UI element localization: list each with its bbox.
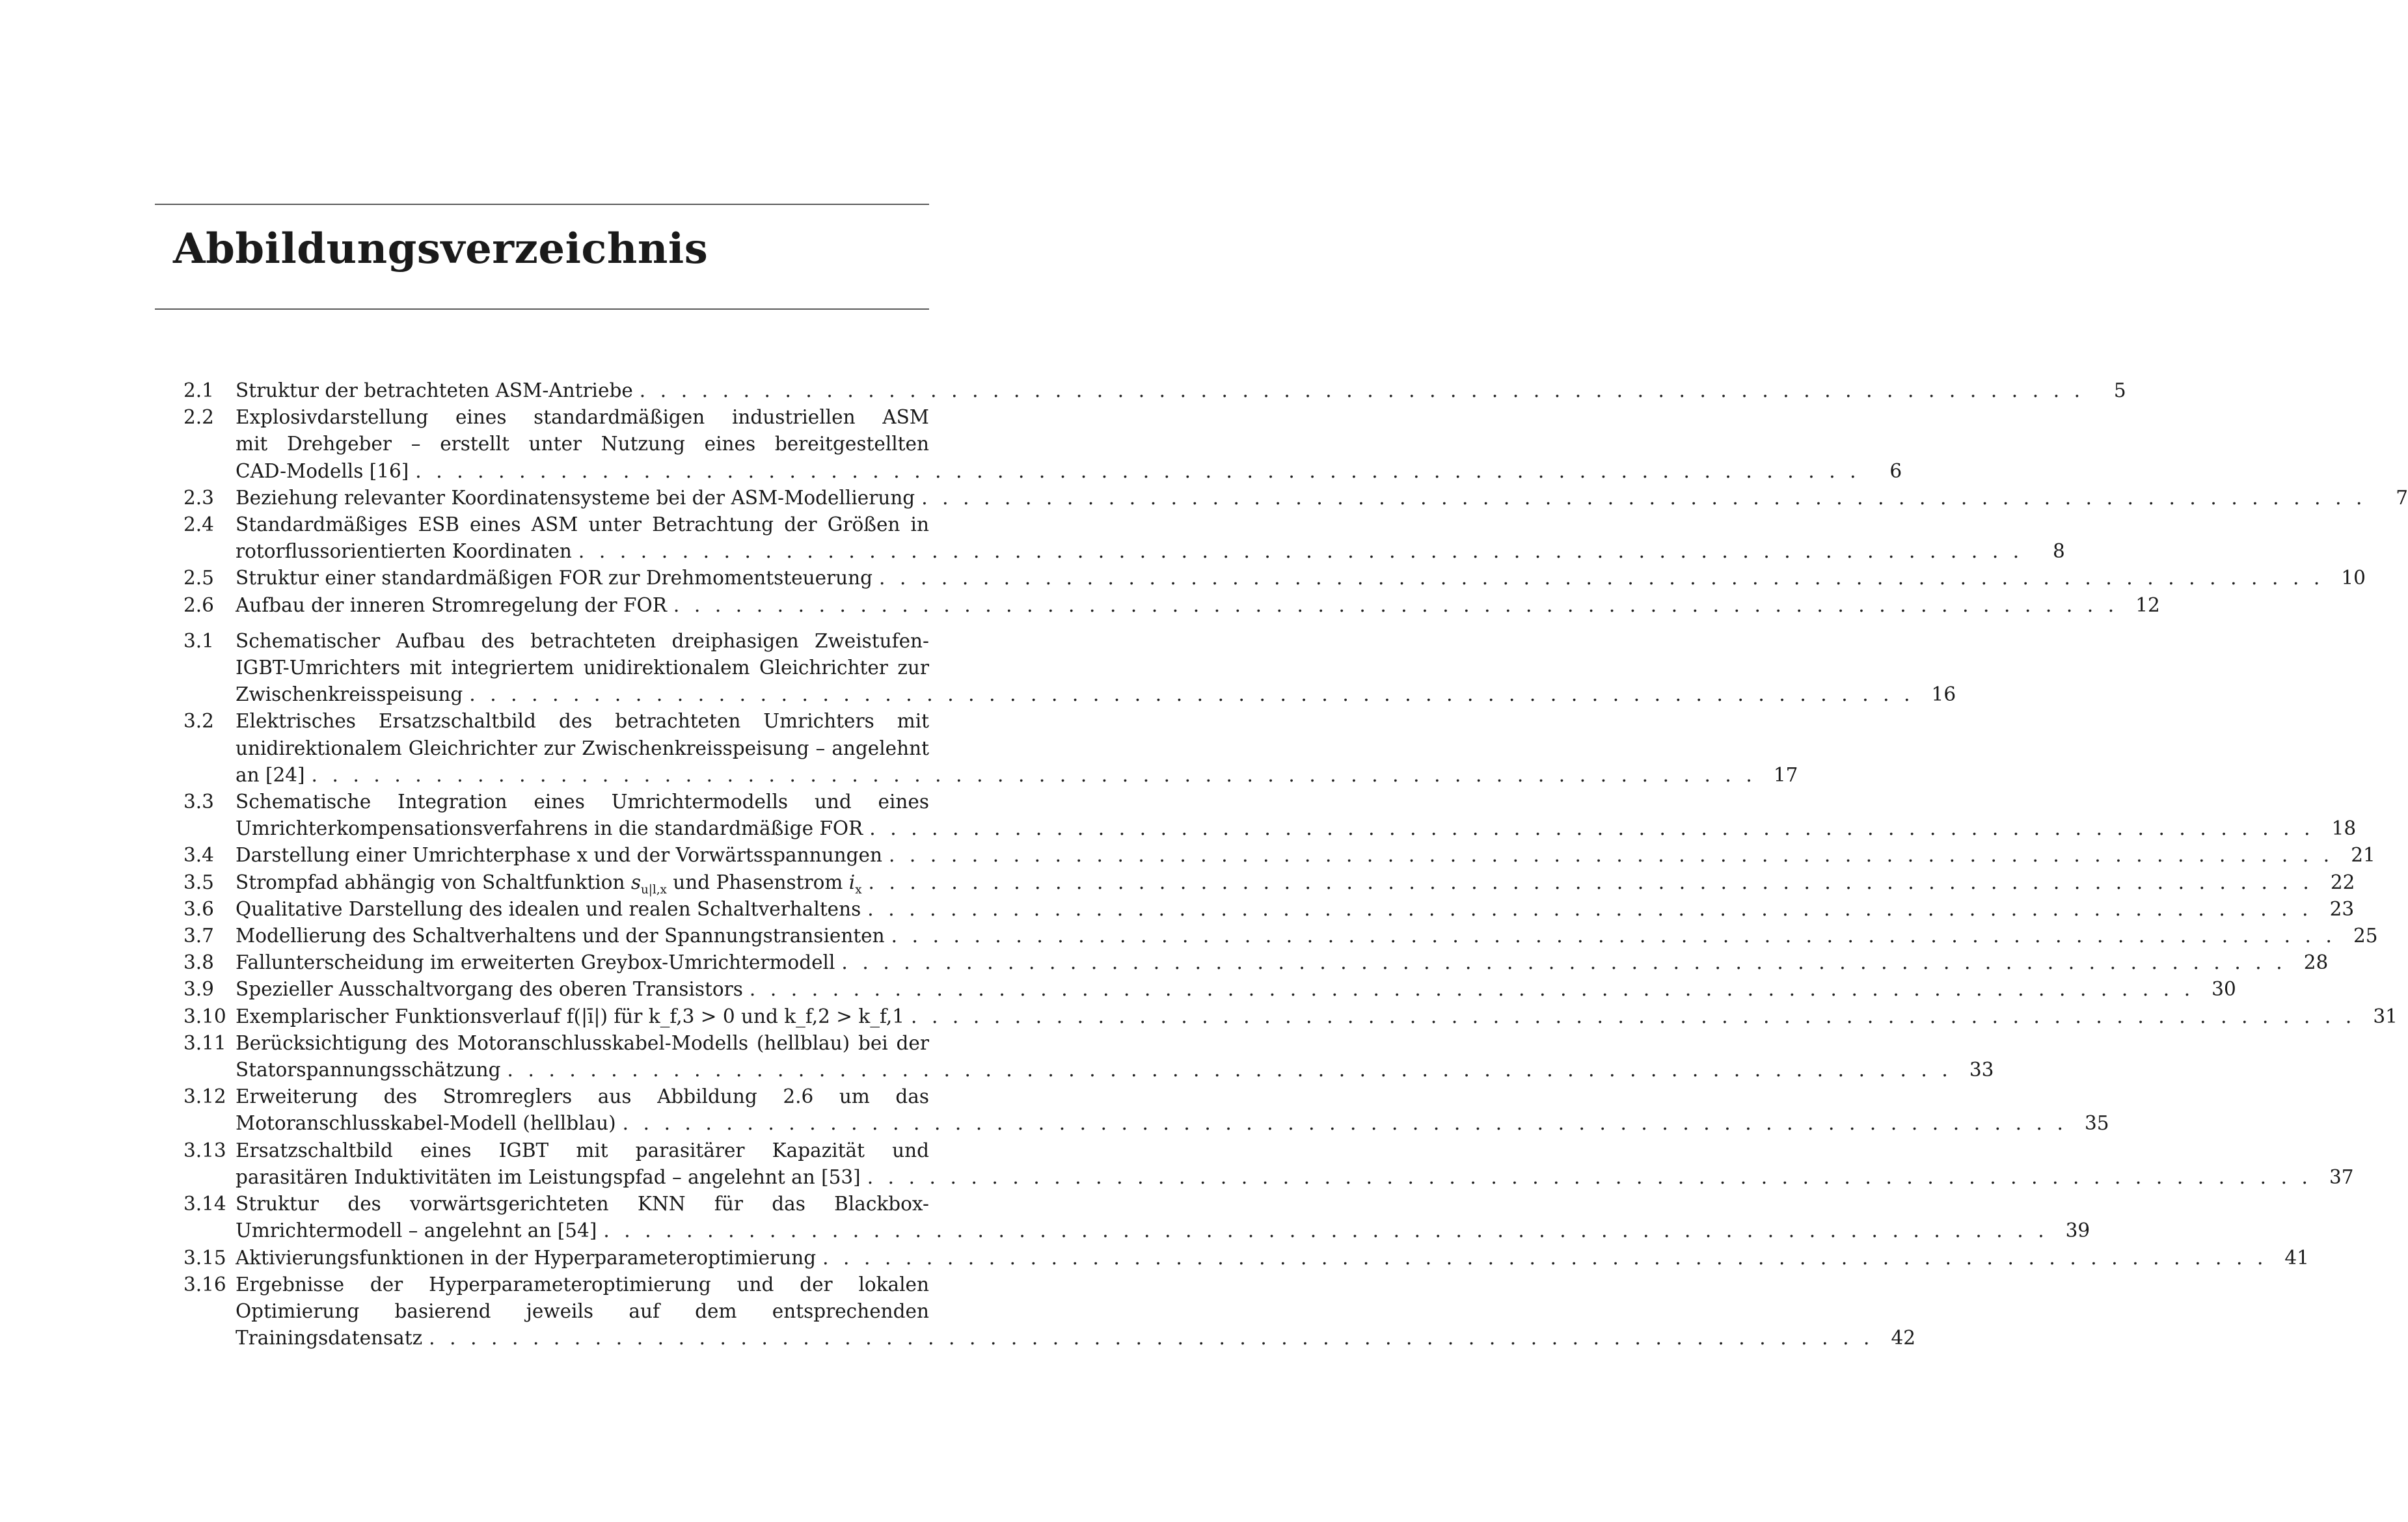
figure-number: 2.3 bbox=[183, 486, 214, 509]
figure-caption bbox=[236, 592, 2160, 619]
figure-entry[interactable] bbox=[183, 511, 2065, 565]
caption-last-line bbox=[236, 681, 1956, 708]
caption-last-line bbox=[236, 592, 2160, 619]
figure-entry[interactable] bbox=[183, 869, 2355, 897]
figure-number: 3.10 bbox=[183, 1005, 226, 1027]
figure-caption bbox=[236, 1003, 2398, 1030]
caption-text: Struktur der betrachteten ASM-Antriebe bbox=[236, 379, 633, 401]
figure-caption bbox=[236, 789, 2357, 842]
figure-entry[interactable] bbox=[183, 923, 2378, 949]
math-subscript: u|l,x bbox=[640, 882, 667, 897]
dot-leader: . . . . . . . . . . . . . . . . . . . . . . . . . . . . . . . . . . . . . . . . . . . . . . . . . . . . . . . . . . . . . . . . . . . . . . bbox=[891, 925, 2336, 947]
figure-number: 3.4 bbox=[183, 844, 214, 867]
figure-number: 3.3 bbox=[183, 791, 214, 813]
caption-text: Umrichtermodell – angelehnt an [54] bbox=[236, 1219, 597, 1242]
figure-number: 3.5 bbox=[183, 871, 214, 893]
figure-entry[interactable] bbox=[183, 1083, 2109, 1137]
figure-number: 2.6 bbox=[183, 593, 214, 616]
dot-leader: . . . . . . . . . . . . . . . . . . . . . . . . . . . . . . . . . . . . . . . . . . . . . . . . . . . . . . . . . . . . . . . . . . . . . . bbox=[841, 951, 2287, 974]
caption-text: Strompfad abhängig von Schaltfunktion $s_{u|l,x}$ und Phasenstrom $i_x$ bbox=[236, 871, 862, 897]
figure-caption bbox=[236, 923, 2378, 949]
figure-number: 3.9 bbox=[183, 978, 214, 1001]
figure-entry[interactable] bbox=[183, 708, 1798, 789]
figure-entry[interactable] bbox=[183, 1137, 2354, 1191]
caption-text: CAD-Modells [16] bbox=[236, 459, 409, 482]
dot-leader: . . . . . . . . . . . . . . . . . . . . . . . . . . . . . . . . . . . . . . . . . . . . . . . . . . . . . . . . . . . . . . . . . . . . . . bbox=[879, 567, 2324, 590]
chapter-3-figures bbox=[183, 628, 2398, 1352]
caption-last-line bbox=[236, 538, 2065, 565]
figure-number: 3.11 bbox=[183, 1031, 226, 1054]
dot-leader: . . . . . . . . . . . . . . . . . . . . . . . . . . . . . . . . . . . . . . . . . . . . . . . . . . . . . . . . . . . . . . . . . . . . . . bbox=[673, 593, 2118, 616]
dot-leader: . . . . . . . . . . . . . . . . . . . . . . . . . . . . . . . . . . . . . . . . . . . . . . . . . . . . . . . . . . . . . . . . . . . . . . bbox=[415, 459, 1861, 482]
page-number[interactable]: 7 bbox=[2396, 486, 2408, 509]
dot-leader: . . . . . . . . . . . . . . . . . . . . . . . . . . . . . . . . . . . . . . . . . . . . . . . . . . . . . . . . . . . . . . . . . . . . . . bbox=[622, 1112, 2068, 1135]
bottom-rule bbox=[155, 308, 929, 310]
figure-caption bbox=[236, 1245, 2309, 1271]
page-number[interactable]: 25 bbox=[2353, 925, 2378, 947]
figure-entry[interactable] bbox=[183, 842, 2375, 869]
page-number[interactable]: 33 bbox=[1969, 1059, 1994, 1081]
figure-number: 3.13 bbox=[183, 1139, 226, 1162]
figure-entry[interactable] bbox=[183, 565, 2366, 591]
caption-last-line bbox=[236, 485, 2408, 511]
dot-leader: . . . . . . . . . . . . . . . . . . . . . . . . . . . . . . . . . . . . . . . . . . . . . . . . . . . . . . . . . . . . . . . . . . . . . . bbox=[429, 1327, 1874, 1350]
dot-leader: . . . . . . . . . . . . . . . . . . . . . . . . . . . . . . . . . . . . . . . . . . . . . . . . . . . . . . . . . . . . . . . . . . . . . . bbox=[911, 1005, 2356, 1027]
figure-number: 2.4 bbox=[183, 513, 214, 536]
page-number[interactable]: 31 bbox=[2373, 1005, 2398, 1027]
dot-leader: . . . . . . . . . . . . . . . . . . . . . . . . . . . . . . . . . . . . . . . . . . . . . . . . . . . . . . . . . . . . . . . . . . . . . . bbox=[921, 486, 2367, 509]
page-number[interactable]: 18 bbox=[2331, 817, 2357, 840]
figure-number: 3.6 bbox=[183, 897, 214, 920]
dot-leader: . . . . . . . . . . . . . . . . . . . . . . . . . . . . . . . . . . . . . . . . . . . . . . . . . . . . . . . . . . . . . . . . . . . . . . bbox=[639, 379, 2085, 401]
dot-leader: . . . . . . . . . . . . . . . . . . . . . . . . . . . . . . . . . . . . . . . . . . . . . . . . . . . . . . . . . . . . . . . . . . . . . . bbox=[749, 978, 2195, 1001]
caption-text: Fallunterscheidung im erweiterten Greybox-Umrichtermodell bbox=[236, 951, 835, 974]
caption-line: Schematische Integration eines Umrichtermodells und eines bbox=[236, 791, 929, 813]
caption-line: Berücksichtigung des Motoranschlusskabel-Modells (hellblau) bei der bbox=[236, 1031, 929, 1054]
caption-text: Darstellung einer Umrichterphase x und der Vorwärtsspannungen bbox=[236, 844, 882, 867]
math-subscript: x bbox=[855, 882, 862, 897]
caption-text: Trainingsdatensatz bbox=[236, 1327, 423, 1350]
page-number[interactable]: 35 bbox=[2084, 1112, 2109, 1135]
caption-line: IGBT-Umrichters mit integriertem unidirektionalem Gleichrichter zur bbox=[236, 657, 929, 679]
caption-line: Explosivdarstellung eines standardmäßigen industriellen ASM bbox=[236, 406, 929, 429]
figure-entry[interactable] bbox=[183, 949, 2329, 976]
caption-last-line bbox=[236, 1164, 2354, 1191]
dot-leader: . . . . . . . . . . . . . . . . . . . . . . . . . . . . . . . . . . . . . . . . . . . . . . . . . . . . . . . . . . . . . . . . . . . . . . bbox=[603, 1219, 2049, 1242]
dot-leader: . . . . . . . . . . . . . . . . . . . . . . . . . . . . . . . . . . . . . . . . . . . . . . . . . . . . . . . . . . . . . . . . . . . . . . bbox=[869, 817, 2315, 840]
caption-text: Statorspannungsschätzung bbox=[236, 1059, 501, 1081]
figure-number: 3.8 bbox=[183, 951, 214, 974]
figure-caption bbox=[236, 565, 2366, 591]
caption-text: Aufbau der inneren Stromregelung der FOR bbox=[236, 593, 667, 616]
page-number[interactable]: 23 bbox=[2329, 897, 2355, 920]
caption-text: an [24] bbox=[236, 763, 305, 786]
caption-last-line bbox=[236, 896, 2355, 923]
figure-caption bbox=[236, 404, 1902, 485]
caption-line: unidirektionalem Gleichrichter zur Zwischenkreisspeisung – angelehnt bbox=[236, 737, 929, 759]
caption-last-line bbox=[236, 1325, 1916, 1352]
figure-number: 2.2 bbox=[183, 406, 214, 429]
page-title: Abbildungsverzeichnis bbox=[173, 224, 709, 273]
caption-last-line bbox=[236, 976, 2236, 1003]
caption-last-line bbox=[236, 815, 2357, 842]
dot-leader: . . . . . . . . . . . . . . . . . . . . . . . . . . . . . . . . . . . . . . . . . . . . . . . . . . . . . . . . . . . . . . . . . . . . . . bbox=[867, 897, 2313, 920]
caption-line: Optimierung basierend jeweils auf dem entsprechenden bbox=[236, 1299, 929, 1322]
page-number[interactable]: 22 bbox=[2330, 871, 2355, 893]
figure-entry[interactable] bbox=[183, 485, 2408, 511]
page-number[interactable]: 21 bbox=[2351, 844, 2375, 867]
dot-leader: . . . . . . . . . . . . . . . . . . . . . . . . . . . . . . . . . . . . . . . . . . . . . . . . . . . . . . . . . . . . . . . . . . . . . . bbox=[868, 871, 2314, 893]
figure-entry[interactable] bbox=[183, 789, 2357, 842]
caption-text: rotorflussorientierten Koordinaten bbox=[236, 540, 572, 563]
caption-line: Elektrisches Ersatzschaltbild des betrachteten Umrichters mit bbox=[236, 710, 929, 733]
figure-caption bbox=[236, 976, 2236, 1003]
caption-line: Struktur des vorwärtsgerichteten KNN für das Blackbox- bbox=[236, 1193, 929, 1216]
figure-number: 2.1 bbox=[183, 379, 214, 401]
figure-caption bbox=[236, 1271, 1916, 1352]
figure-entry[interactable] bbox=[183, 976, 2236, 1003]
figure-caption bbox=[236, 628, 1956, 709]
figure-entry[interactable] bbox=[183, 1271, 1916, 1352]
dot-leader: . . . . . . . . . . . . . . . . . . . . . . . . . . . . . . . . . . . . . . . . . . . . . . . . . . . . . . . . . . . . . . . . . . . . . . bbox=[507, 1059, 1953, 1081]
page-number[interactable]: 10 bbox=[2341, 567, 2366, 590]
dot-leader: . . . . . . . . . . . . . . . . . . . . . . . . . . . . . . . . . . . . . . . . . . . . . . . . . . . . . . . . . . . . . . . . . . . . . . bbox=[867, 1165, 2312, 1188]
figure-entry[interactable] bbox=[183, 1245, 2309, 1271]
page-number[interactable]: 6 bbox=[1889, 459, 1902, 482]
page-number[interactable]: 17 bbox=[1773, 763, 1798, 786]
chapter-2-figures bbox=[183, 377, 2408, 619]
figure-caption bbox=[236, 949, 2329, 976]
caption-line: Erweiterung des Stromreglers aus Abbildung 2.6 um das bbox=[236, 1085, 929, 1108]
figure-caption bbox=[236, 896, 2355, 923]
caption-text: Modellierung des Schaltverhaltens und der Spannungstransienten bbox=[236, 925, 885, 947]
page-number[interactable]: 8 bbox=[2052, 540, 2065, 563]
caption-text: Spezieller Ausschaltvorgang des oberen Transistors bbox=[236, 978, 743, 1001]
figure-caption bbox=[236, 869, 2355, 897]
caption-last-line bbox=[236, 949, 2329, 976]
caption-text: Umrichterkompensationsverfahrens in die standardmäßige FOR bbox=[236, 817, 863, 840]
page-number[interactable]: 39 bbox=[2065, 1219, 2090, 1242]
dot-leader: . . . . . . . . . . . . . . . . . . . . . . . . . . . . . . . . . . . . . . . . . . . . . . . . . . . . . . . . . . . . . . . . . . . . . . bbox=[469, 683, 1915, 706]
dot-leader: . . . . . . . . . . . . . . . . . . . . . . . . . . . . . . . . . . . . . . . . . . . . . . . . . . . . . . . . . . . . . . . . . . . . . . bbox=[578, 540, 2023, 563]
page-number[interactable]: 37 bbox=[2329, 1165, 2354, 1188]
page-number[interactable]: 5 bbox=[2113, 379, 2126, 401]
caption-text: Motoranschlusskabel-Modell (hellblau) bbox=[236, 1112, 616, 1135]
figure-caption bbox=[236, 511, 2065, 565]
figure-number: 2.5 bbox=[183, 567, 214, 590]
figure-caption bbox=[236, 1030, 1994, 1083]
figure-entry[interactable] bbox=[183, 377, 2126, 404]
figure-entry[interactable] bbox=[183, 404, 1902, 485]
figure-entry[interactable] bbox=[183, 628, 1956, 709]
figure-caption bbox=[236, 1137, 2354, 1191]
page-number[interactable]: 41 bbox=[2284, 1246, 2309, 1269]
caption-last-line bbox=[236, 869, 2355, 897]
page-number[interactable]: 12 bbox=[2135, 593, 2160, 616]
figure-caption bbox=[236, 708, 1798, 789]
dot-leader: . . . . . . . . . . . . . . . . . . . . . . . . . . . . . . . . . . . . . . . . . . . . . . . . . . . . . . . . . . . . . . . . . . . . . . bbox=[311, 763, 1757, 786]
caption-text: Exemplarischer Funktionsverlauf f(|ī|) für k_f,3 > 0 und k_f,2 > k_f,1 bbox=[236, 1005, 905, 1027]
caption-line: mit Drehgeber – erstellt unter Nutzung eines bereitgestellten bbox=[236, 433, 929, 455]
dot-leader: . . . . . . . . . . . . . . . . . . . . . . . . . . . . . . . . . . . . . . . . . . . . . . . . . . . . . . . . . . . . . . . . . . . . . . bbox=[888, 844, 2334, 867]
page-number[interactable]: 42 bbox=[1891, 1327, 1916, 1350]
page-number[interactable]: 30 bbox=[2212, 978, 2236, 1001]
figure-entry[interactable] bbox=[183, 592, 2160, 619]
math-symbol: i bbox=[848, 871, 856, 893]
caption-text: Struktur einer standardmäßigen FOR zur Drehmomentsteuerung bbox=[236, 567, 873, 590]
figure-entry[interactable] bbox=[183, 1003, 2398, 1030]
figure-number: 3.1 bbox=[183, 629, 214, 652]
figure-number: 3.15 bbox=[183, 1246, 226, 1269]
caption-last-line bbox=[236, 762, 1798, 789]
caption-text: Beziehung relevanter Koordinatensysteme bei der ASM-Modellierung bbox=[236, 486, 915, 509]
caption-last-line bbox=[236, 1245, 2309, 1271]
caption-last-line bbox=[236, 1003, 2398, 1030]
figure-entry[interactable] bbox=[183, 1030, 1994, 1083]
caption-last-line bbox=[236, 458, 1902, 485]
figure-number: 3.16 bbox=[183, 1273, 226, 1296]
figure-entry[interactable] bbox=[183, 896, 2355, 923]
figure-caption bbox=[236, 485, 2408, 511]
top-rule bbox=[155, 204, 929, 205]
math-symbol: s bbox=[630, 871, 641, 893]
caption-last-line bbox=[236, 377, 2126, 404]
caption-line: Schematischer Aufbau des betrachteten dreiphasigen Zweistufen- bbox=[236, 629, 929, 652]
caption-last-line bbox=[236, 1217, 2090, 1244]
caption-last-line bbox=[236, 565, 2366, 591]
caption-text: parasitären Induktivitäten im Leistungspfad – angelehnt an [53] bbox=[236, 1165, 861, 1188]
figure-list bbox=[183, 377, 2408, 1352]
caption-line: Ergebnisse der Hyperparameteroptimierung und der lokalen bbox=[236, 1273, 929, 1296]
caption-last-line bbox=[236, 1057, 1994, 1083]
page-number[interactable]: 16 bbox=[1931, 683, 1956, 706]
caption-line: Ersatzschaltbild eines IGBT mit parasitärer Kapazität und bbox=[236, 1139, 929, 1162]
figure-entry[interactable] bbox=[183, 1191, 2090, 1244]
dot-leader: . . . . . . . . . . . . . . . . . . . . . . . . . . . . . . . . . . . . . . . . . . . . . . . . . . . . . . . . . . . . . . . . . . . . . . bbox=[822, 1246, 2267, 1269]
figure-caption bbox=[236, 1191, 2090, 1244]
caption-text: Zwischenkreisspeisung bbox=[236, 683, 463, 706]
caption-last-line bbox=[236, 1110, 2109, 1137]
caption-last-line bbox=[236, 842, 2375, 869]
caption-text: Aktivierungsfunktionen in der Hyperparameteroptimierung bbox=[236, 1246, 817, 1269]
page-number[interactable]: 28 bbox=[2303, 951, 2329, 974]
figure-number: 3.14 bbox=[183, 1193, 226, 1216]
figure-number: 3.7 bbox=[183, 925, 214, 947]
figure-number: 3.12 bbox=[183, 1085, 226, 1108]
figure-number: 3.2 bbox=[183, 710, 214, 733]
caption-line: Standardmäßiges ESB eines ASM unter Betrachtung der Größen in bbox=[236, 513, 929, 536]
caption-text: Qualitative Darstellung des idealen und realen Schaltverhaltens bbox=[236, 897, 861, 920]
caption-last-line bbox=[236, 923, 2378, 949]
figure-caption bbox=[236, 842, 2375, 869]
figure-caption bbox=[236, 377, 2126, 404]
figure-caption bbox=[236, 1083, 2109, 1137]
